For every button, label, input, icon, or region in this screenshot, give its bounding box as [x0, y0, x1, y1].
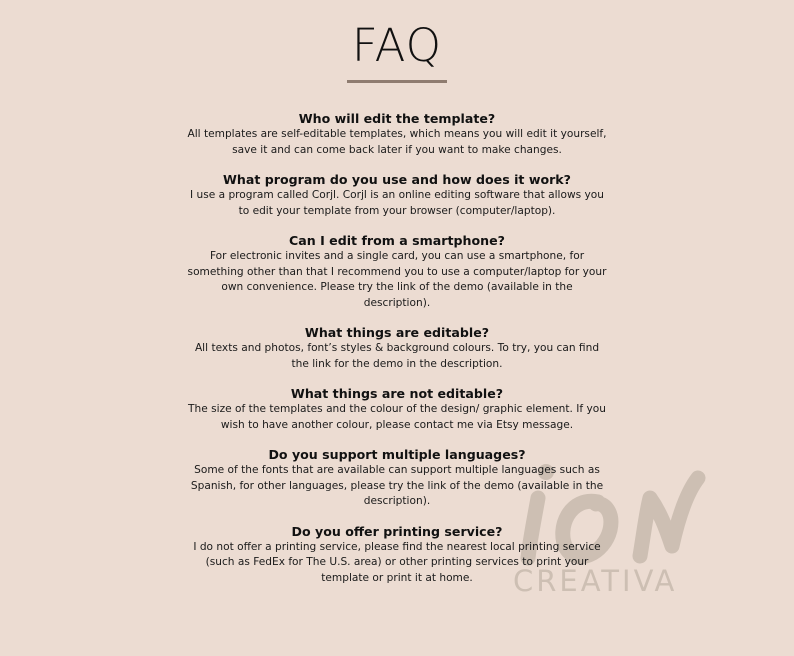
title-underline	[347, 80, 447, 83]
faq-item	[187, 110, 607, 158]
faq-question: What things are editable?	[304, 325, 490, 340]
faq-answer: I use a program called Corjl. Corjl is an online editing software that allows you to edit your template from your browser (computer/laptop).	[189, 189, 604, 217]
faq-list	[187, 110, 607, 599]
faq-question: Do you support multiple languages?	[268, 447, 526, 462]
faq-item	[187, 324, 607, 372]
faq-item	[187, 446, 607, 510]
faq-answer: The size of the templates and the colour of the design/ graphic element. If you wish to have another colour, please contact me via Etsy message.	[188, 403, 606, 431]
faq-item	[187, 385, 607, 433]
header	[0, 18, 794, 83]
faq-item	[187, 232, 607, 311]
faq-item	[187, 523, 607, 587]
faq-item	[187, 171, 607, 219]
faq-question: Who will edit the template?	[298, 111, 496, 126]
faq-answer: All templates are self-editable templates, which means you will edit it yourself, save it and can come back later if you want to make changes.	[187, 128, 607, 156]
faq-answer: For electronic invites and a single card, you can use a smartphone, for something other than that I recommend you to use a computer/laptop for your own convenience. Please try the link of the demo (available in the description).	[187, 250, 607, 309]
faq-question: What program do you use and how does it work?	[222, 172, 571, 187]
faq-question: Can I edit from a smartphone?	[289, 233, 505, 248]
faq-question: Do you offer printing service?	[291, 523, 503, 539]
watermark-text: CREATIVA	[513, 564, 678, 598]
faq-answer: I do not offer a printing service, please find the nearest local printing service (such as FedEx for The U.S. area) or other printing services to print your template or print it at home.	[193, 540, 601, 584]
faq-answer: All texts and photos, font’s styles & background colours. To try, you can find the link for the demo in the description.	[194, 342, 600, 370]
faq-answer: Some of the fonts that are available can support multiple languages such as Spanish, for other languages, please try the link of the demo (available in the description).	[190, 464, 604, 507]
page-title: FAQ	[351, 19, 443, 72]
faq-question: What things are not editable?	[290, 386, 504, 401]
